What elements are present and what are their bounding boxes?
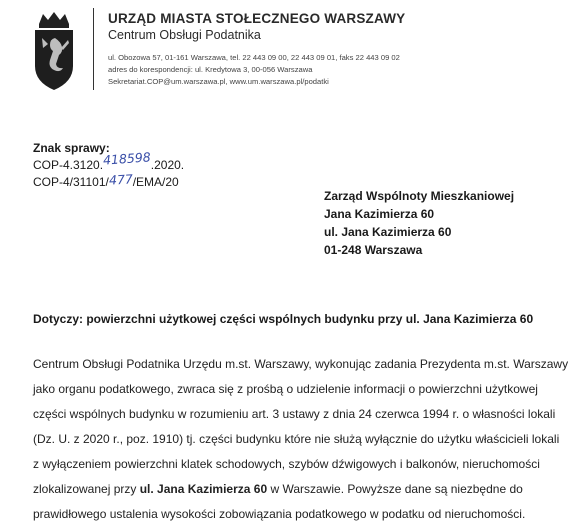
body-line: prawidłowego ustalenia wysokości zobowiązania podatkowego w podatku od nieruchomości. [33,507,526,521]
office-subtitle: Centrum Obsługi Podatnika [108,28,261,42]
reference-label: Znak sprawy: [33,141,110,155]
handwritten-number: 418598 [102,149,152,168]
recipient-city: 01-248 Warszawa [324,243,423,257]
correspondence-address: adres do korespondencji: ul. Kredytowa 3, 00-056 Warszawa [108,65,313,74]
office-title: URZĄD MIASTA STOŁECZNEGO WARSZAWY [108,11,406,26]
body-line: (Dz. U. z 2020 r., poz. 1910) tj. części budynku które nie służą wyłącznie do użytku właścicieli lokali [33,432,560,446]
recipient-line: Jana Kazimierza 60 [324,207,435,221]
office-contact: Sekretariat.COP@um.warszawa.pl, www.um.warszawa.pl/podatki [108,77,329,86]
recipient-name: Zarząd Wspólnoty Mieszkaniowej [324,189,515,203]
warsaw-coat-of-arms-icon [31,10,77,92]
reference-number-2: COP-4/31101/477/EMA/20 [33,171,179,189]
recipient-street: ul. Jana Kazimierza 60 [324,225,452,239]
office-address: ul. Obozowa 57, 01-161 Warszawa, tel. 22 443 09 00, 22 443 09 01, faks 22 443 09 02 [108,53,400,62]
body-line: części wspólnych budynku w rozumieniu art. 3 ustawy z dnia 24 czerwca 1994 r. o własności lokali [33,407,556,421]
header-divider [93,8,94,90]
handwritten-number: 477 [108,171,134,188]
reference-number-1: COP-4.3120.418598.2020. [33,149,185,172]
body-line: z wyłączeniem powierzchni klatek schodowych, szybów dźwigowych i balkonów, nieruchomości [33,457,540,471]
subject-line: Dotyczy: powierzchni użytkowej części wspólnych budynku przy ul. Jana Kazimierza 60 [33,312,534,326]
body-line: jako organu podatkowego, zwraca się z prośbą o udzielenie informacji o powierzchni użytkowej [33,382,538,396]
body-line: Centrum Obsługi Podatnika Urzędu m.st. Warszawy, wykonując zadania Prezydenta m.st. Warszawy [33,357,569,371]
body-line: zlokalizowanej przy ul. Jana Kazimierza 60 w Warszawie. Powyższe dane są niezbędne do [33,482,523,496]
